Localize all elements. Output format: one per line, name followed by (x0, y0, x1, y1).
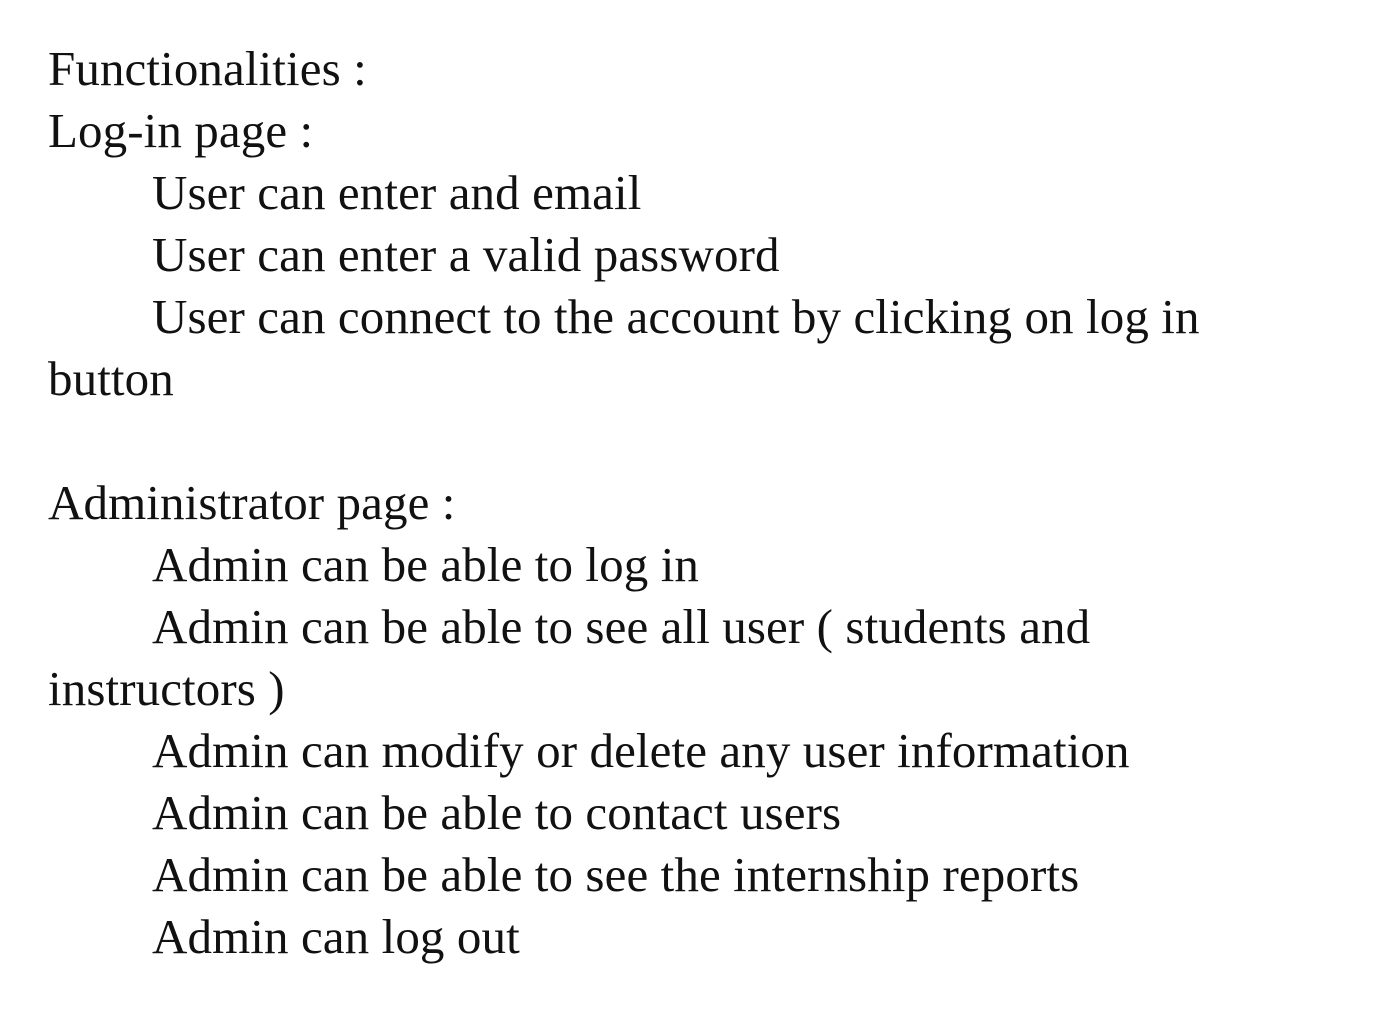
admin-item-modify-delete: Admin can modify or delete any user information (152, 723, 1130, 778)
admin-item-see-users: Admin can be able to see all user ( students and (152, 599, 1091, 654)
document-heading: Functionalities : (48, 41, 367, 96)
login-item-connect-continuation: button (48, 351, 174, 406)
admin-item-logout: Admin can log out (152, 909, 520, 964)
login-item-email: User can enter and email (152, 165, 642, 220)
admin-item-internship-reports: Admin can be able to see the internship reports (152, 847, 1080, 902)
login-section-title: Log-in page : (48, 103, 314, 158)
login-item-password: User can enter a valid password (152, 227, 780, 282)
document-body (48, 38, 1368, 968)
login-item-connect: User can connect to the account by clicking on log in (152, 289, 1200, 344)
admin-item-contact-users: Admin can be able to contact users (152, 785, 842, 840)
section-spacer (48, 410, 1368, 472)
admin-item-see-users-continuation: instructors ) (48, 661, 285, 716)
admin-section (48, 472, 1368, 968)
admin-section-title: Administrator page : (48, 475, 456, 530)
login-section (48, 100, 1368, 410)
admin-item-login: Admin can be able to log in (152, 537, 700, 592)
